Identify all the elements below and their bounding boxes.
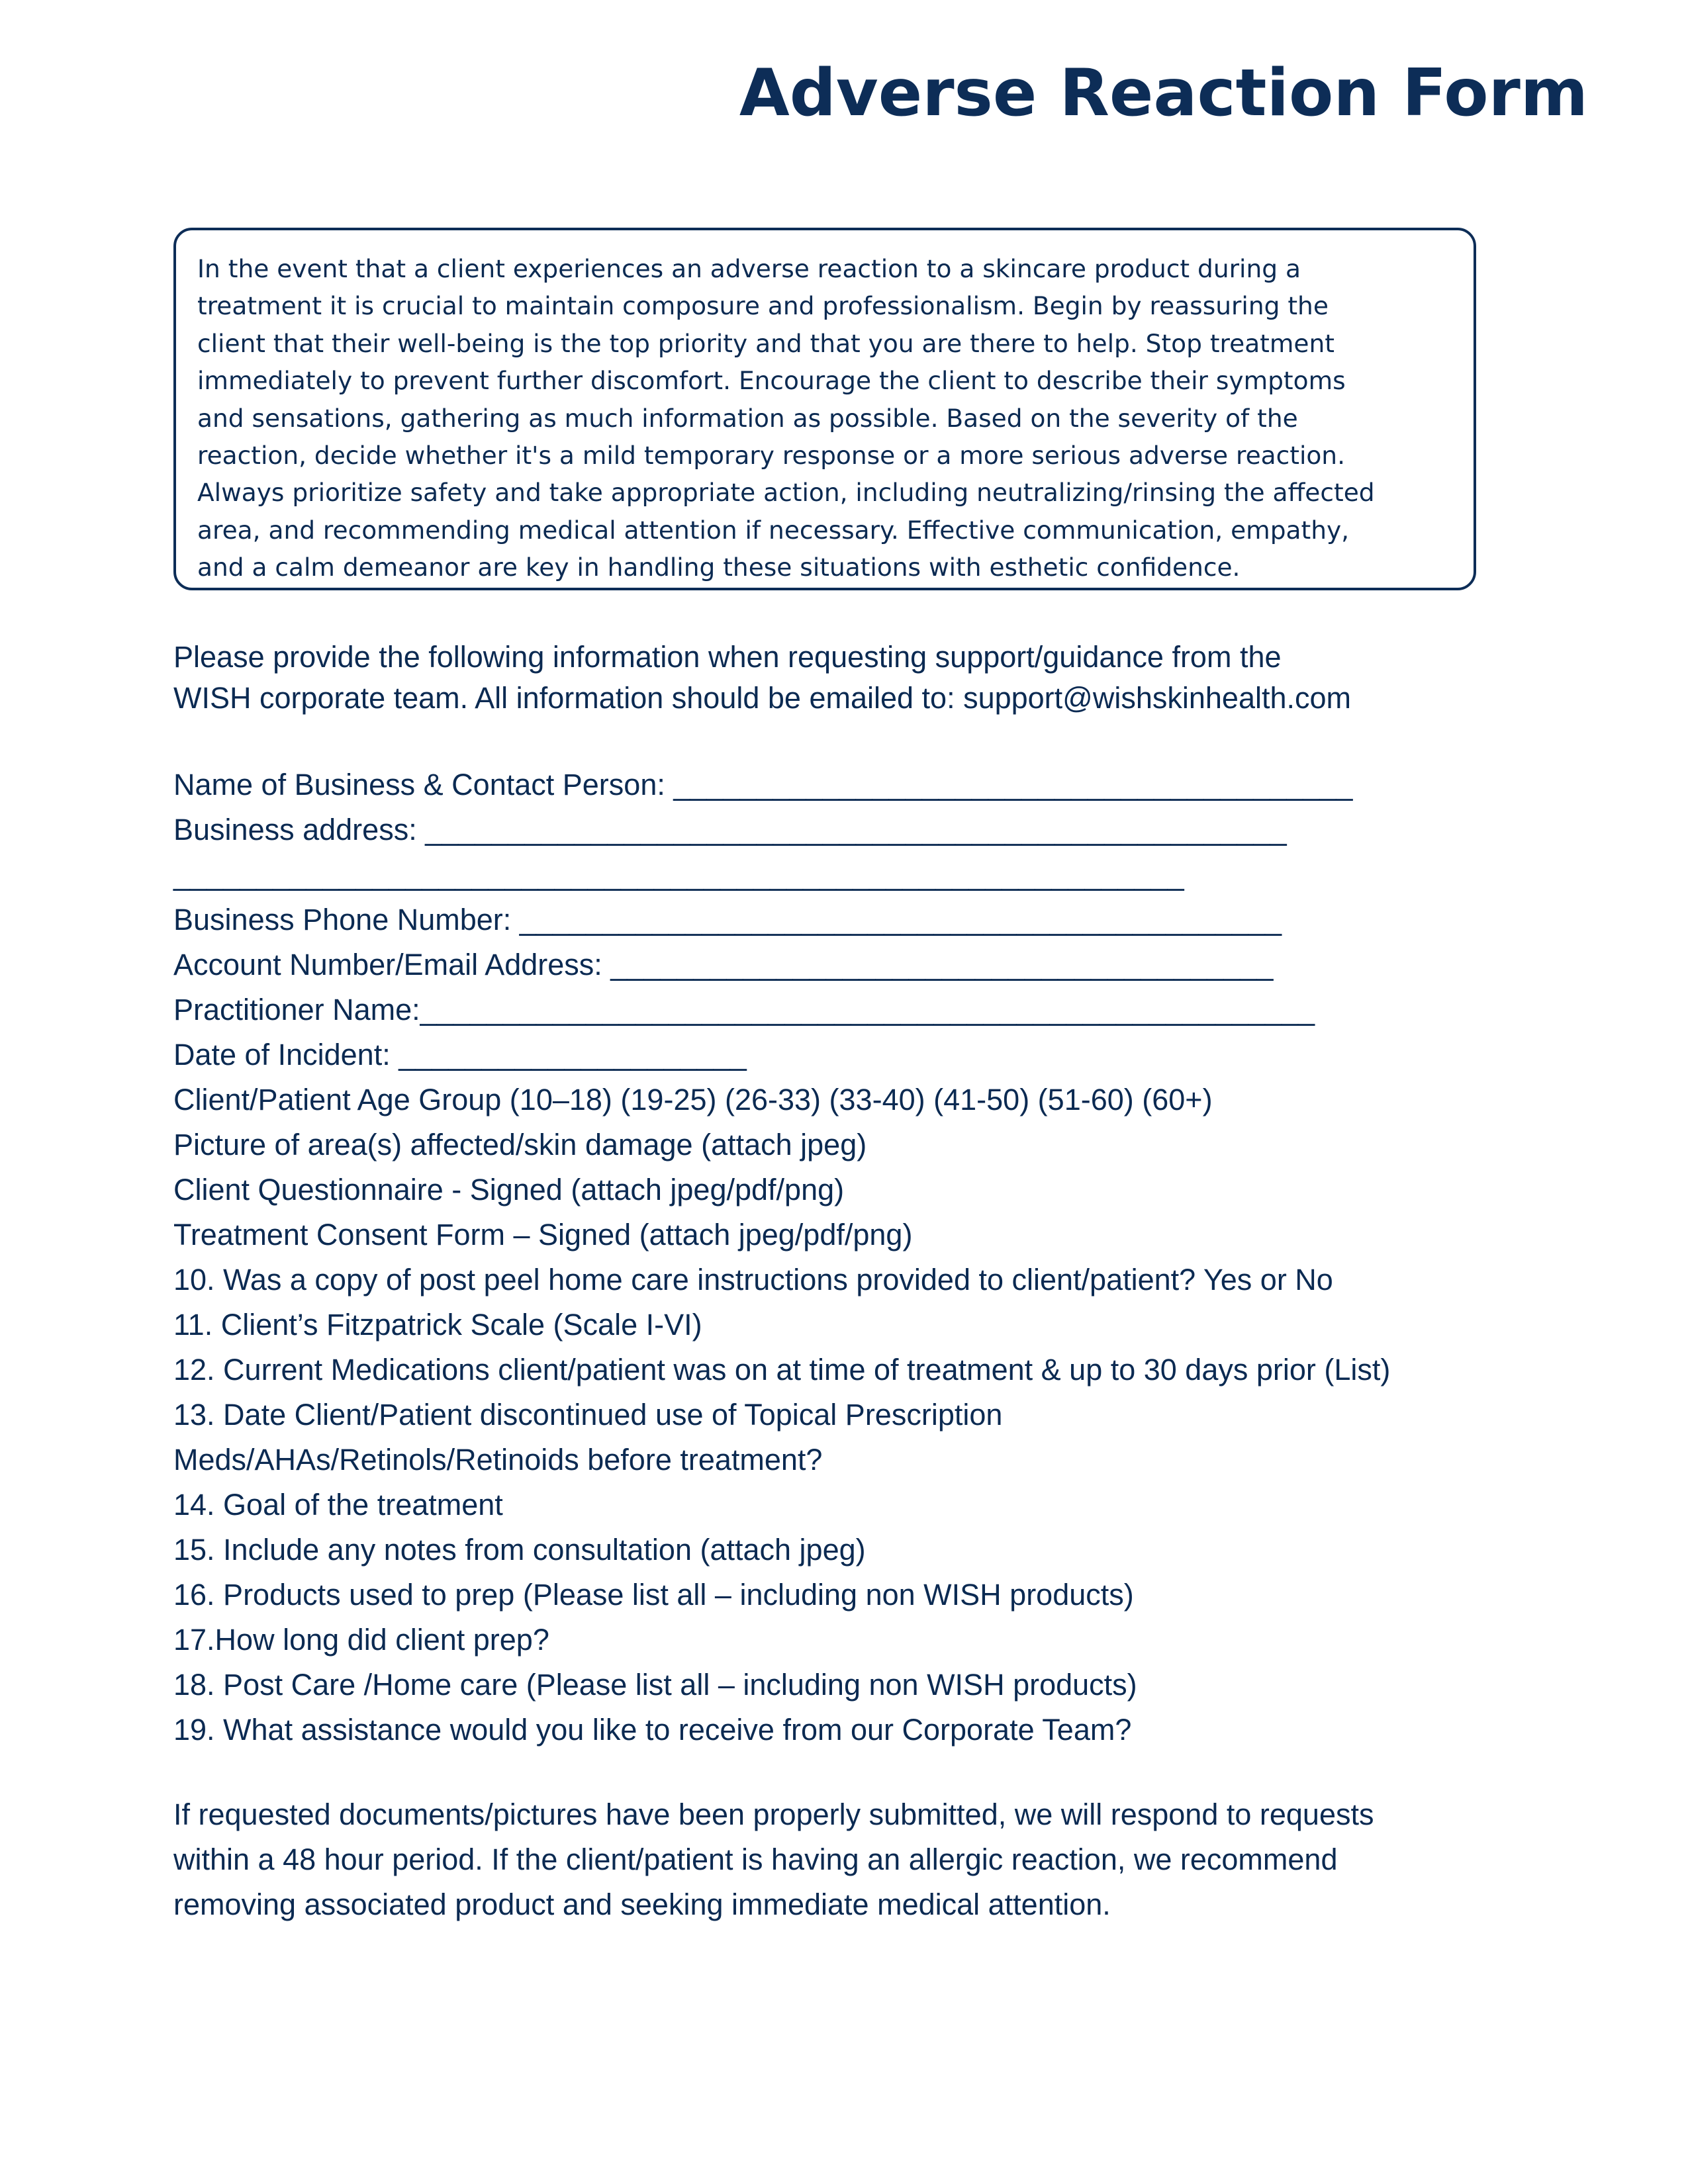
field-account-email[interactable]: Account Number/Email Address: ________________________________________: [173, 948, 1274, 981]
notice-line: and sensations, gathering as much information as possible. Based on the severity of the: [197, 403, 1298, 433]
notice-line: area, and recommending medical attention if necessary. Effective communication, empathy,: [197, 515, 1350, 545]
item-15-consultation-notes: 15. Include any notes from consultation (attach jpeg): [173, 1533, 866, 1567]
notice-line: treatment it is crucial to maintain composure and professionalism. Begin by reassuring the: [197, 291, 1329, 321]
notice-line: client that their well-being is the top priority and that you are there to help. Stop treatment: [197, 328, 1335, 358]
item-18-post-care: 18. Post Care /Home care (Please list all – including non WISH products): [173, 1668, 1137, 1702]
item-14-treatment-goal: 14. Goal of the treatment: [173, 1488, 503, 1522]
item-treatment-consent-form: Treatment Consent Form – Signed (attach jpeg/pdf/png): [173, 1218, 913, 1251]
notice-line: Always prioritize safety and take appropriate action, including neutralizing/rinsing the affected: [197, 478, 1375, 508]
support-instructions: [173, 637, 1524, 719]
outro-line: If requested documents/pictures have been properly submitted, we will respond to requests: [173, 1797, 1374, 1831]
notice-line: immediately to prevent further discomfort. Encourage the client to describe their symptoms: [197, 366, 1346, 396]
form-fields-list: [173, 762, 1530, 1752]
guidance-notice-text: [197, 250, 1455, 586]
item-13-discontinued-date-continued: Meds/AHAs/Retinols/Retinoids before treatment?: [173, 1443, 823, 1477]
item-client-questionnaire: Client Questionnaire - Signed (attach jpeg/pdf/png): [173, 1173, 845, 1206]
field-business-contact[interactable]: Name of Business & Contact Person: _________________________________________: [173, 768, 1353, 801]
field-date-of-incident[interactable]: Date of Incident: _____________________: [173, 1038, 747, 1071]
intro-line-with-email: WISH corporate team. All information should be emailed to: support@wishskinhealth.com: [173, 681, 1352, 715]
outro-line: removing associated product and seeking immediate medical attention.: [173, 1888, 1111, 1921]
notice-line: reaction, decide whether it's a mild temporary response or a more serious adverse reaction.: [197, 441, 1345, 471]
field-business-address[interactable]: Business address: ____________________________________________________: [173, 813, 1287, 846]
item-13-discontinued-date: 13. Date Client/Patient discontinued use of Topical Prescription: [173, 1398, 1003, 1432]
form-title: Adverse Reaction Form: [739, 56, 1588, 131]
field-business-address-line-2[interactable]: _____________________________________________________________: [173, 858, 1184, 891]
intro-line: Please provide the following information when requesting support/guidance from the: [173, 640, 1282, 674]
response-policy: [173, 1792, 1530, 1927]
item-19-assistance-request: 19. What assistance would you like to receive from our Corporate Team?: [173, 1713, 1132, 1747]
guidance-notice-box: [173, 228, 1476, 590]
notice-line: In the event that a client experiences an adverse reaction to a skincare product during a: [197, 254, 1301, 283]
item-16-prep-products: 16. Products used to prep (Please list all – including non WISH products): [173, 1578, 1134, 1612]
item-picture-affected-area: Picture of area(s) affected/skin damage (attach jpeg): [173, 1128, 867, 1161]
item-17-prep-duration: 17.How long did client prep?: [173, 1623, 549, 1657]
field-practitioner-name[interactable]: Practitioner Name:______________________________________________________: [173, 993, 1315, 1026]
item-12-current-medications: 12. Current Medications client/patient was on at time of treatment & up to 30 days prior (List): [173, 1353, 1391, 1387]
field-age-group: Client/Patient Age Group (10–18) (19-25) (26-33) (33-40) (41-50) (51-60) (60+): [173, 1083, 1213, 1116]
notice-line: and a calm demeanor are key in handling these situations with esthetic confidence.: [197, 553, 1241, 582]
field-business-phone[interactable]: Business Phone Number: ______________________________________________: [173, 903, 1282, 936]
item-11-fitzpatrick-scale: 11. Client’s Fitzpatrick Scale (Scale I-VI): [173, 1308, 702, 1342]
outro-line: within a 48 hour period. If the client/patient is having an allergic reaction, we recommend: [173, 1843, 1338, 1876]
item-10-home-care-instructions: 10. Was a copy of post peel home care instructions provided to client/patient? Yes or No: [173, 1263, 1333, 1297]
